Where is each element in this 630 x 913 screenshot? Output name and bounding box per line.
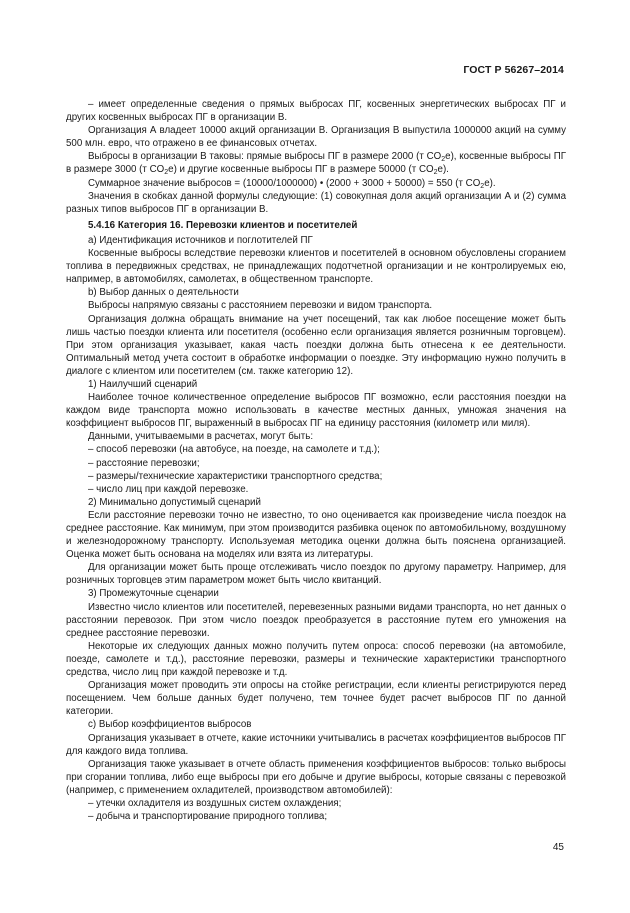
paragraph: Суммарное значение выбросов = (10000/1000000) • (2000 + 3000 + 50000) = 550 (т $CO_2e$). (88, 177, 496, 190)
paragraph: Косвенные выбросы вследствие перевозки клиентов и посетителей в основном обусловлены сгоранием топлива в передвижных средствах, не принадлежащих подотчетной организации и не контролируемых ею, например, в автомобилях, самолетах, в общественном транспорте. (66, 248, 566, 286)
paragraph: – утечки охладителя из воздушных систем охлаждения; (88, 797, 342, 809)
page-number: 45 (552, 842, 564, 853)
paragraph: Если расстояние перевозки точно не известно, то оно оценивается как произведение числа поездок на среднее расстояние. Как минимум, при этом производится разбивка оценок по автомобильному, воздушному и железнодорожному транспорту. Используемая методика оценки должна быть пояснена организацией. Оценка может быть основана на моделях или взята из литературы. (66, 509, 566, 561)
paragraph: Наиболее точное количественное определение выбросов ПГ возможно, если расстояния поездки на каждом виде транспорта можно использовать в качестве местных данных, умножая значения на коэффициент выбросов ПГ, выраженный в выбросах ПГ на единицу расстояния (километр или миля). (66, 392, 566, 430)
paragraph: – способ перевозки (на автобусе, на поезде, на самолете и т.д.); (88, 444, 380, 456)
paragraph: 3) Промежуточные сценарии (88, 588, 219, 600)
paragraph: – число лиц при каждой перевозке. (88, 483, 249, 495)
paragraph: – расстояние перевозки; (88, 457, 200, 469)
paragraph: Организация А владеет 10000 акций организации В. Организация В выпустила 1000000 акций на сумму 500 млн. евро, что отражено в ее финансовых отчетах. (66, 125, 566, 150)
paragraph: Значения в скобках данной формулы следующие: (1) совокупная доля акций организации А и (2) сумма разных типов выбросов ПГ в организации В. (66, 190, 566, 215)
document-number: ГОСТ Р 56267–2014 (463, 64, 564, 76)
paragraph: – размеры/технические характеристики транспортного средства; (88, 470, 383, 482)
document-body (66, 98, 566, 823)
paragraph: Выбросы в организации В таковы: прямые выбросы ПГ в размере 2000 (т $CO_2e$), косвенные выбросы ПГ в размере 3000 (т $CO_2e$) и другие косвенные выбросы ПГ в размере 50000 (т $CO_2e$). (66, 151, 566, 177)
paragraph: Организация указывает в отчете, какие источники учитывались в расчетах коэффициентов выбросов ПГ для каждого вида топлива. (66, 732, 566, 757)
paragraph: 1) Наилучший сценарий (88, 378, 198, 390)
paragraph: Выбросы напрямую связаны с расстоянием перевозки и видом транспорта. (88, 300, 433, 312)
paragraph: 2) Минимально допустимый сценарий (88, 496, 261, 508)
paragraph: а) Идентификация источников и поглотителей ПГ (88, 234, 313, 246)
paragraph: Для организации может быть проще отслеживать число поездок по другому параметру. Например, для розничных торговцев этим параметром может быть число квитанций. (66, 562, 566, 587)
paragraph: – имеет определенные сведения о прямых выбросах ПГ, косвенных энергетических выбросах ПГ и других косвенных выбросах ПГ в организации В. (66, 99, 566, 124)
paragraph: Известно число клиентов или посетителей, перевезенных разными видами транспорта, но нет данных о расстоянии перевозок. При этом число поездок преобразуется в расстояние путем его умножения на среднее расстояние перевозки. (66, 601, 566, 639)
paragraph: b) Выбор данных о деятельности (88, 287, 239, 299)
paragraph: – добыча и транспортирование природного топлива; (88, 811, 328, 823)
paragraph: Организация должна обращать внимание на учет посещений, так как любое посещение может быть лишь частью поездки клиента или посетителя (особенно если организация является розничным торговцем). При этом организация указывает, какая часть поездки должна быть отнесена к ее деятельности. Оптимальный метод учета состоит в обработке информации о поездке. Эту информацию нужно получить в диалоге с клиентом или посетителем (см. также категорию 12). (66, 313, 566, 377)
paragraph: Организация может проводить эти опросы на стойке регистрации, если клиенты регистрируются перед посещением. Чем больше данных будет получено, тем точнее будет расчет выбросов ПГ по данной категории. (66, 680, 566, 718)
paragraph: Некоторые их следующих данных можно получить путем опроса: способ перевозки (на автомобиле, поезде, самолете и т.д.), расстояние перевозки, размеры и технические характеристики транспортного средства, число лиц при каждой перевозке и т.д. (66, 640, 566, 679)
paragraph: с) Выбор коэффициентов выбросов (88, 719, 252, 731)
paragraph: Организация также указывает в отчете область применения коэффициентов выбросов: только выбросы при сгорании топлива, либо еще выбросы при его добыче и другие выбросы, которые связаны с перевозкой (например, с применением охладителей, производством автомобилей): (66, 758, 566, 796)
paragraph: Данными, учитываемыми в расчетах, могут быть: (88, 431, 314, 443)
section-heading: 5.4.16 Категория 16. Перевозки клиентов и посетителей (88, 219, 358, 231)
